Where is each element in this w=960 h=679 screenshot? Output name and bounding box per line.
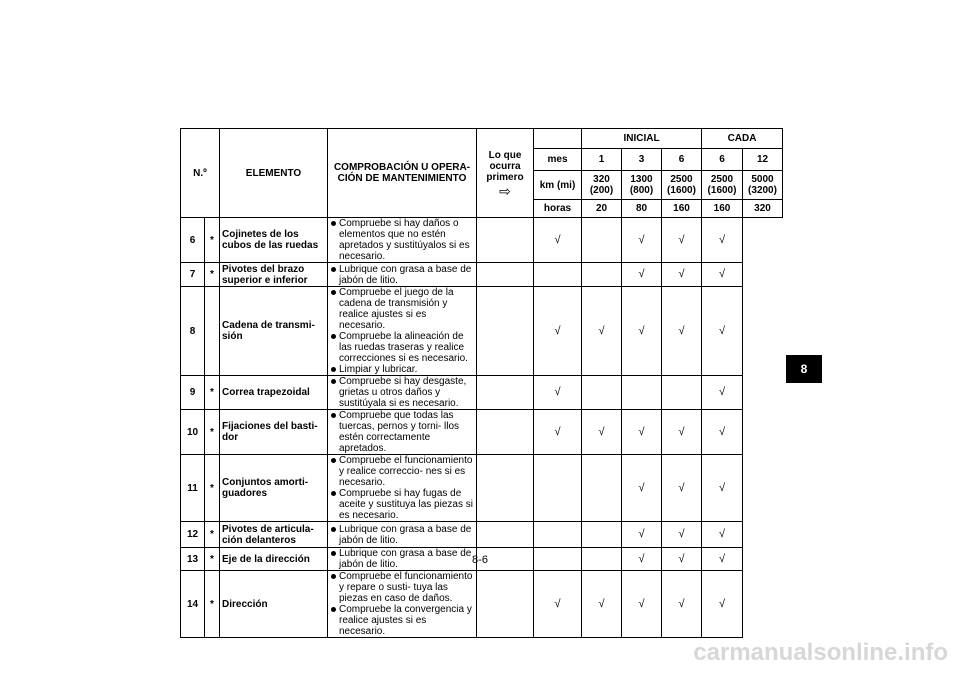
interval-value: 3 xyxy=(622,149,662,171)
table-header xyxy=(181,129,783,218)
interval-value: 6 xyxy=(662,149,702,171)
row-item: Pivotes de articula- ción delanteros xyxy=(220,522,328,548)
interval-value: 5000 (3200) xyxy=(743,171,783,200)
check-item: Lubrique con grasa a base de jabón de litio. xyxy=(330,264,474,286)
empty-cell xyxy=(582,522,622,548)
row-checks xyxy=(328,218,477,263)
check-item: Compruebe si hay daños o elementos que no estén apretados y sustitúyalos si es necesario. xyxy=(330,218,474,262)
whichever-spacer xyxy=(477,522,534,548)
interval-value: 1 xyxy=(582,149,622,171)
interval-value: 320 xyxy=(743,200,783,218)
table-row xyxy=(181,571,783,638)
row-number: 12 xyxy=(181,522,205,548)
row-number: 13 xyxy=(181,548,205,571)
arrow-right-icon: ⇨ xyxy=(499,182,511,199)
check-item: Limpiar y lubricar. xyxy=(330,364,474,375)
check-mark xyxy=(662,522,702,548)
check-list xyxy=(330,571,474,637)
check-list xyxy=(330,455,474,521)
row-checks xyxy=(328,287,477,376)
interval-value: 160 xyxy=(702,200,743,218)
empty-cell xyxy=(622,376,662,410)
row-item: Correa trapezoidal xyxy=(220,376,328,410)
check-mark xyxy=(702,410,743,455)
empty-cell xyxy=(662,376,702,410)
check-mark xyxy=(662,287,702,376)
dealer-asterisk xyxy=(205,287,220,376)
empty-cell xyxy=(534,263,582,287)
empty-cell xyxy=(534,522,582,548)
empty-cell xyxy=(582,263,622,287)
dealer-asterisk: * xyxy=(205,522,220,548)
row-number: 11 xyxy=(181,455,205,522)
check-mark xyxy=(662,410,702,455)
check-mark xyxy=(582,410,622,455)
interval-value: 2500 (1600) xyxy=(702,171,743,200)
watermark: carmanualsonline.info xyxy=(693,639,948,666)
header-check: COMPROBACIÓN U OPERA- CIÓN DE MANTENIMIENTO xyxy=(328,129,477,218)
check-item: Compruebe el funcionamiento y repare o susti- tuya las piezas en caso de daños. xyxy=(330,571,474,604)
check-item: Compruebe si hay fugas de aceite y sustituya las piezas si es necesario. xyxy=(330,488,474,521)
check-mark xyxy=(534,376,582,410)
interval-value: 12 xyxy=(743,149,783,171)
check-mark xyxy=(622,410,662,455)
header-every: CADA xyxy=(702,129,783,149)
unit-label: km (mi) xyxy=(534,171,582,200)
table-row xyxy=(181,287,783,376)
check-item: Compruebe la convergencia y realice ajustes si es necesario. xyxy=(330,604,474,637)
check-mark xyxy=(702,218,743,263)
table-row xyxy=(181,263,783,287)
row-item: Pivotes del brazo superior e inferior xyxy=(220,263,328,287)
whichever-spacer xyxy=(477,263,534,287)
check-list xyxy=(330,524,474,546)
row-number: 8 xyxy=(181,287,205,376)
unit-label: horas xyxy=(534,200,582,218)
row-checks xyxy=(328,522,477,548)
row-checks xyxy=(328,410,477,455)
table-row xyxy=(181,522,783,548)
whichever-spacer xyxy=(477,455,534,522)
check-mark xyxy=(582,571,622,638)
check-mark xyxy=(622,287,662,376)
table-row xyxy=(181,455,783,522)
interval-value: 160 xyxy=(662,200,702,218)
row-number: 7 xyxy=(181,263,205,287)
check-mark xyxy=(582,287,622,376)
row-checks xyxy=(328,263,477,287)
check-mark xyxy=(662,455,702,522)
check-item: Lubrique con grasa a base de jabón de litio. xyxy=(330,524,474,546)
row-number: 9 xyxy=(181,376,205,410)
unit-label: mes xyxy=(534,149,582,171)
check-mark xyxy=(702,571,743,638)
interval-value: 20 xyxy=(582,200,622,218)
row-number: 6 xyxy=(181,218,205,263)
check-list xyxy=(330,264,474,286)
check-mark xyxy=(622,263,662,287)
check-mark xyxy=(662,263,702,287)
check-item: Lubrique con grasa a base de jabón de litio. xyxy=(330,548,474,570)
table-row xyxy=(181,218,783,263)
check-mark xyxy=(702,522,743,548)
row-number: 10 xyxy=(181,410,205,455)
dealer-asterisk: * xyxy=(205,571,220,638)
row-item: Dirección xyxy=(220,571,328,638)
interval-value: 1300 (800) xyxy=(622,171,662,200)
check-mark xyxy=(534,410,582,455)
whichever-spacer xyxy=(477,218,534,263)
check-mark xyxy=(662,571,702,638)
check-mark xyxy=(622,218,662,263)
dealer-asterisk: * xyxy=(205,410,220,455)
whichever-spacer xyxy=(477,287,534,376)
empty-cell xyxy=(534,455,582,522)
interval-value: 80 xyxy=(622,200,662,218)
table-row xyxy=(181,410,783,455)
row-item: Eje de la dirección xyxy=(220,548,328,571)
chapter-tab: 8 xyxy=(786,355,822,383)
check-mark xyxy=(662,218,702,263)
check-list xyxy=(330,287,474,375)
interval-value: 2500 (1600) xyxy=(662,171,702,200)
header-blank xyxy=(534,129,582,149)
check-list xyxy=(330,410,474,454)
row-item: Fijaciones del basti- dor xyxy=(220,410,328,455)
check-list xyxy=(330,376,474,409)
check-item: Compruebe si hay desgaste, grietas u otros daños y sustitúyala si es necesario. xyxy=(330,376,474,409)
row-checks xyxy=(328,571,477,638)
check-item: Compruebe que todas las tuercas, pernos y torni- llos estén correctamente apretados. xyxy=(330,410,474,454)
header-initial: INICIAL xyxy=(582,129,702,149)
check-mark xyxy=(702,263,743,287)
check-mark xyxy=(702,376,743,410)
header-whichever-first xyxy=(477,129,534,218)
row-number: 14 xyxy=(181,571,205,638)
dealer-asterisk: * xyxy=(205,376,220,410)
check-mark xyxy=(534,571,582,638)
page-number: 8-6 xyxy=(472,554,488,566)
check-mark xyxy=(534,287,582,376)
interval-value: 320 (200) xyxy=(582,171,622,200)
check-mark xyxy=(702,287,743,376)
check-item: Compruebe el funcionamiento y realice correccio- nes si es necesario. xyxy=(330,455,474,488)
row-checks xyxy=(328,455,477,522)
check-mark xyxy=(622,522,662,548)
interval-value: 6 xyxy=(702,149,743,171)
table-row xyxy=(181,376,783,410)
check-item: Compruebe el juego de la cadena de transmisión y realice ajustes si es necesario. xyxy=(330,287,474,331)
header-num: N.º xyxy=(181,129,220,218)
check-mark xyxy=(534,218,582,263)
header-item: ELEMENTO xyxy=(220,129,328,218)
whichever-spacer xyxy=(477,410,534,455)
whichever-spacer xyxy=(477,376,534,410)
check-mark xyxy=(702,455,743,522)
empty-cell xyxy=(582,455,622,522)
row-item: Cadena de transmi- sión xyxy=(220,287,328,376)
dealer-asterisk: * xyxy=(205,263,220,287)
check-item: Compruebe la alineación de las ruedas traseras y realice correcciones si es necesario. xyxy=(330,331,474,364)
dealer-asterisk: * xyxy=(205,548,220,571)
whichever-label: Lo que ocurra primero xyxy=(486,149,524,183)
empty-cell xyxy=(582,218,622,263)
row-checks xyxy=(328,376,477,410)
row-item: Cojinetes de los cubos de las ruedas xyxy=(220,218,328,263)
check-mark xyxy=(622,571,662,638)
dealer-asterisk: * xyxy=(205,218,220,263)
check-list xyxy=(330,218,474,262)
row-item: Conjuntos amorti- guadores xyxy=(220,455,328,522)
dealer-asterisk: * xyxy=(205,455,220,522)
table-body xyxy=(181,218,783,638)
check-mark xyxy=(622,455,662,522)
whichever-spacer xyxy=(477,571,534,638)
empty-cell xyxy=(582,376,622,410)
